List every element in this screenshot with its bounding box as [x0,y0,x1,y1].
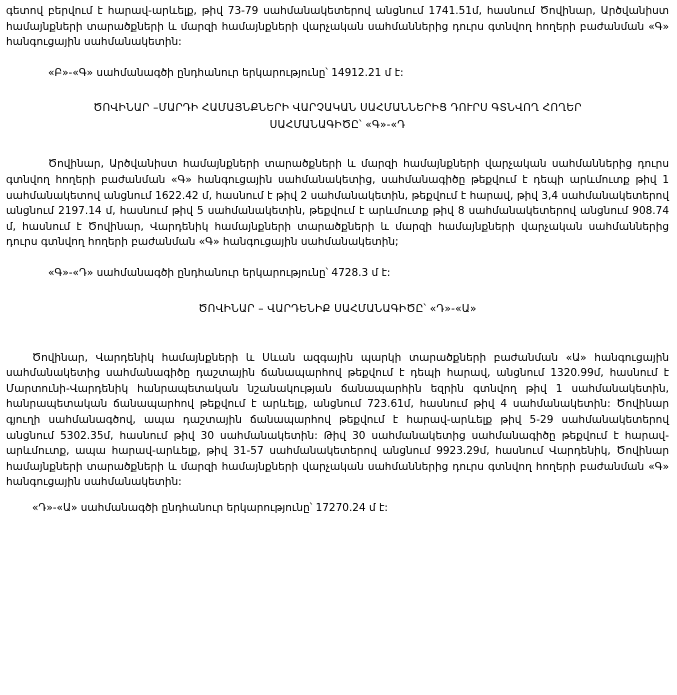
boundary-length-g-d: «Բ»-«Գ» սահմանագծի ընդհանուր երկարությունը՝ 14912.21 մ է: [48,66,404,79]
paragraph-tsovinar-martuni-description: Ծովինար, Արծվանիստ համայնքների տարածքների և մարզի համայնքների վարչական սահմաններից դուրս գտնվող հողերի բաժանման «Գ» հանգուցային սահմանակետից, սահմանագիծը թեքվում է դեպի արևմուտք թիվ 1 սահմանակետով անցնում 1622.42 մ, հասնում է թիվ 2 սահմանակետին, թեքվում է հարավ, թիվ 3,4 սահմանակետերով անցնում 2197.14 մ, հասնում թիվ 5 սահմանակետին, թեքվում է արևմուտք թիվ 8 սահմանակետերով անցնում 908.74 մ, հասնում է Ծովինար, Վարդենիկ համայնքների տարածքների և մարզի համայնքների վարչական սահմաններից դուրս գտնվող հողերի բաժանման «Գ» հանգուցային սահմանակետին; [6,158,669,249]
section-heading-tsovinar-vardenik: ԾՈՎԻՆԱՐ – ՎԱՐԴԵՆԻՔ ՍԱՀՄԱՆԱԳԻԾԸ՝ «Դ»-«Ա» [198,302,477,315]
paragraph-intro: գետով բերվում է հարավ-արևելք, թիվ 73-79 սահմանակետերով անցնում 1741.51մ, հասնում Ծովինար, Արծվանիստ համայնքների տարածքների և մարզի համայնքների վարչական սահմաններից դուրս գտնվող հողերի բաժանման «Գ» հանգուցային սահմանակետին: [6,5,669,49]
spacer [6,317,669,341]
spacer [6,81,669,100]
spacer [6,133,669,157]
spacer [6,491,669,501]
spacer [6,251,669,266]
paragraph-tsovinar-vardenik-description: Ծովինար, Վարդենիկ համայնքների և Սևան ազգային պարկի տարածքների բաժանման «Ա» հանգուցային սահմանակետից սահմանագիծը դաշտային ճանապարհով թեքվում է դեպի հարավ, անցնում 1320.99մ, հասնում է Մարտունի-Վարդենիկ հանրապետական նշանակության ճանապարհին եզրին գտնվող թիվ 1 սահմանակետին, հանրապետական ճանապարհով թեքվում է արևելք, անցնում 723.61մ, հասնում թիվ 4 սահմանակետին: Ծովինար գյուղի սահմանագծով, ապա դաշտային ճանապարհով թեքվում է հարավ-արևելք թիվ 5-29 սահմանակետերով անցնում 5302.35մ, հասնում թիվ 30 սահմանակետին: Թիվ 30 սահմանակետից սահմանագիծը թեքվում է հարավ-արևմուտք, ապա հարավ-արևելք, թիվ 31-57 սահմանակետերով անցնում 9923.29մ, հասնում Վարդենիկ, Ծովինար համայնքների տարածքների և մարզի համայնքների վարչական սահմաններից դուրս գտնվող հողերի բաժանման «Գ» հանգուցային սահմանակետին: [6,351,669,489]
spacer [6,51,669,66]
spacer [6,341,669,351]
section-heading-tsovinar-martuni-line1: ԾՈՎԻՆԱՐ –ՄԱՐԴԻ ՀԱՄԱՅՆՔՆԵՐԻ ՎԱՐՉԱԿԱՆ ՍԱՀՄԱՆՆԵՐԻՑ ԴՈՒՐՍ ԳՏՆՎՈՂ ՀՈՂԵՐ [93,102,582,115]
boundary-length-g-d-2: «Գ»-«Դ» սահմանագծի ընդհանուր երկարությունը՝ 4728.3 մ է: [48,266,391,279]
boundary-length-d-a: «Դ»-«Ա» սահմանագծի ընդհանուր երկարությունը՝ 17270.24 մ է: [32,501,388,514]
section-heading-tsovinar-martuni-line2: ՍԱՀՄԱՆԱԳԻԾԸ՝ «Գ»-«Դ [269,118,406,131]
spacer [6,282,669,301]
